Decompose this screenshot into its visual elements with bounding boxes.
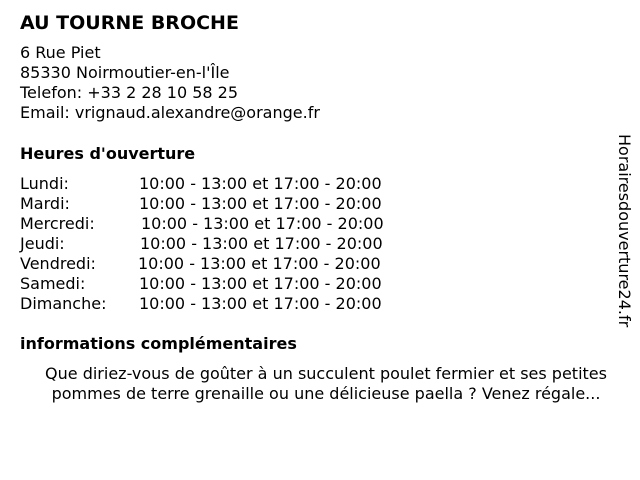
day-label: Jeudi: (20, 234, 65, 253)
hours-row-wednesday (20, 214, 440, 234)
phone-number: Telefon: +33 2 28 10 58 25 (20, 83, 239, 102)
time-range: 10:00 - 13:00 et 17:00 - 20:00 (140, 234, 383, 253)
time-range: 10:00 - 13:00 et 17:00 - 20:00 (141, 214, 384, 233)
hours-row-thursday (20, 234, 440, 254)
hours-row-friday (20, 254, 440, 274)
street-address: 6 Rue Piet (20, 43, 101, 62)
city-address: 85330 Noirmoutier-en-l'Île (20, 63, 230, 82)
info-heading: informations complémentaires (20, 334, 297, 353)
email-address: Email: vrignaud.alexandre@orange.fr (20, 103, 320, 122)
time-range: 10:00 - 13:00 et 17:00 - 20:00 (139, 194, 382, 213)
day-label: Samedi: (20, 274, 86, 293)
day-label: Lundi: (20, 174, 69, 193)
hours-heading: Heures d'ouverture (20, 144, 196, 163)
contact-block (20, 43, 320, 123)
day-label: Mercredi: (20, 214, 95, 233)
hours-row-monday (20, 174, 440, 194)
hours-table (20, 174, 440, 314)
time-range: 10:00 - 13:00 et 17:00 - 20:00 (139, 174, 382, 193)
day-label: Dimanche: (20, 294, 107, 313)
hours-row-saturday (20, 274, 440, 294)
info-description: Que diriez-vous de goûter à un succulent poulet fermier et ses petites pommes de terre grenaille ou une délicieuse paella ? Venez régale... (45, 364, 607, 403)
time-range: 10:00 - 13:00 et 17:00 - 20:00 (139, 274, 382, 293)
day-label: Mardi: (20, 194, 70, 213)
day-label: Vendredi: (20, 254, 96, 273)
time-range: 10:00 - 13:00 et 17:00 - 20:00 (138, 254, 381, 273)
time-range: 10:00 - 13:00 et 17:00 - 20:00 (139, 294, 382, 313)
hours-row-sunday (20, 294, 440, 314)
hours-row-tuesday (20, 194, 440, 214)
business-name: AU TOURNE BROCHE (20, 12, 239, 34)
site-watermark: Horairesdouverture24.fr (615, 134, 634, 328)
